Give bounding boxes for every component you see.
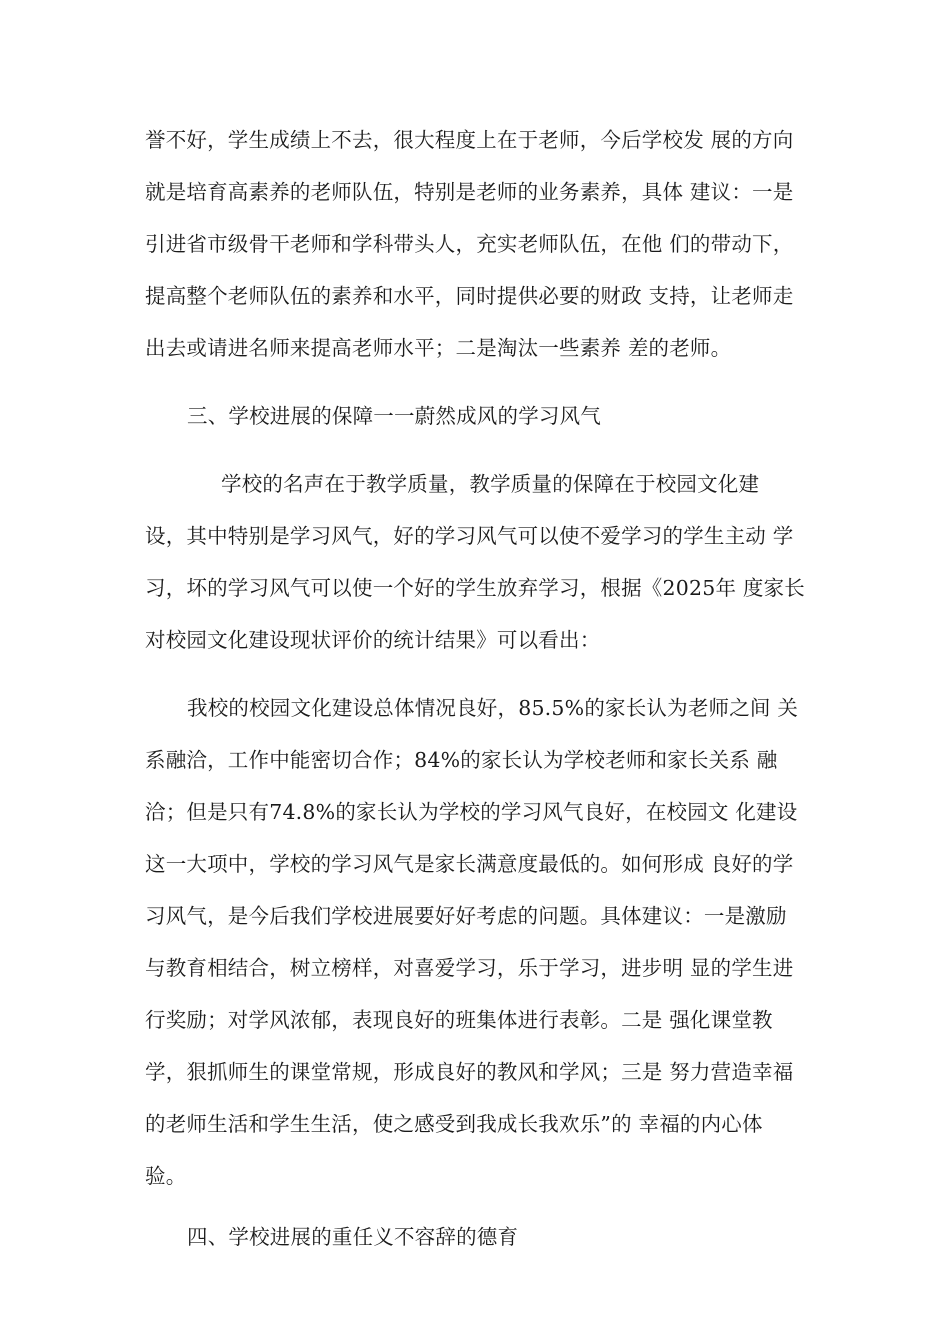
paragraph-1-line-4: 提高整个老师队伍的素养和水平，同时提供必要的财政 支持，让老师走 [145,284,794,308]
paragraph-3-line-6: 与教育相结合，树立榜样，对喜爱学习，乐于学习，进步明 显的学生进 [145,956,794,980]
paragraph-2-line-1: 学校的名声在于教学质量，教学质量的保障在于校园文化建 [221,472,760,496]
paragraph-3-line-8: 学，狠抓师生的课堂常规，形成良好的教风和学风；三是 努力营造幸福 [145,1060,794,1084]
paragraph-1-line-5: 出去或请进名师来提高老师水平；二是淘汰一些素养 差的老师。 [145,336,732,360]
paragraph-3-line-1: 我校的校园文化建设总体情况良好，85.5%的家长认为老师之间 关 [187,696,799,720]
paragraph-3-line-4: 这一大项中，学校的学习风气是家长满意度最低的。如何形成 良好的学 [145,852,794,876]
paragraph-3-line-9: 的老师生活和学生生活，使之感受到我成长我欢乐”的 幸福的内心体 [145,1112,763,1136]
paragraph-3-line-7: 行奖励；对学风浓郁，表现良好的班集体进行表彰。二是 强化课堂教 [145,1008,773,1032]
paragraph-3-line-2: 系融洽，工作中能密切合作；84%的家长认为学校老师和家长关系 融 [145,748,778,772]
paragraph-3-line-10: 验。 [145,1164,187,1188]
paragraph-2-line-3: 习，坏的学习风气可以使一个好的学生放弃学习，根据《2025年 度家长 [145,576,805,600]
paragraph-3-line-5: 习风气，是今后我们学校进展要好好考虑的问题。具体建议：一是激励 [145,904,787,928]
paragraph-2-line-2: 设，其中特别是学习风气，好的学习风气可以使不爱学习的学生主动 学 [145,524,794,548]
paragraph-1-line-1: 誉不好，学生成绩上不去，很大程度上在于老师，今后学校发 展的方向 [145,128,794,152]
section-heading-4: 四、学校进展的重任义不容辞的德育 [187,1225,519,1249]
paragraph-1-line-3: 引进省市级骨干老师和学科带头人，充实老师队伍，在他 们的带动下， [145,232,794,256]
section-heading-3: 三、学校进展的保障一一蔚然成风的学习风气 [187,404,601,428]
paragraph-3-line-3: 洽；但是只有74.8%的家长认为学校的学习风气良好，在校园文 化建设 [145,800,798,824]
paragraph-2-line-4: 对校园文化建设现状评价的统计结果》可以看出： [145,628,601,652]
paragraph-1-line-2: 就是培育高素养的老师队伍，特别是老师的业务素养，具体 建议：一是 [145,180,794,204]
